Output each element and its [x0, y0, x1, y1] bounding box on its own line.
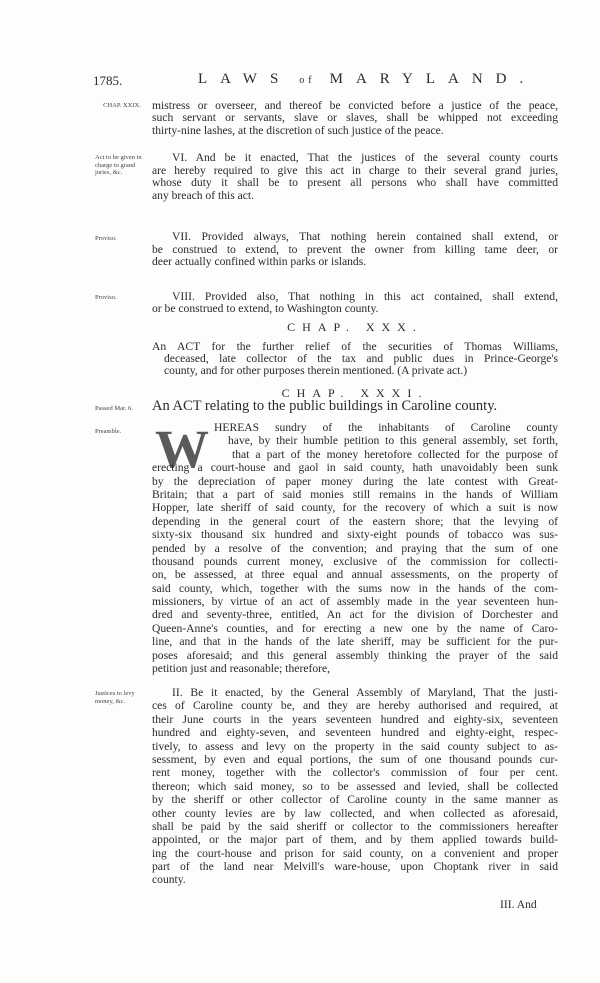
margin-note-proviso: Proviso. — [95, 235, 117, 242]
section-sec-ii — [152, 686, 558, 887]
margin-note-justices: Justices to levy money, &c. — [95, 690, 135, 705]
text-line: hundred and eighty-seven, and seventeen hundred and eighty-eight, respec- — [152, 726, 558, 740]
text-line: depending in the general court of the eastern shore; that the levying of — [152, 514, 558, 528]
section-sec-vi — [152, 152, 558, 202]
drop-cap: W — [155, 419, 209, 479]
section-preamble — [152, 421, 558, 675]
section-xxix-end — [152, 100, 558, 137]
text-line: whose duty it shall be to present all persons who shall have committed — [152, 176, 558, 190]
text-line: such servant or servants, slave or slaves, shall be whipped not exceeding — [152, 111, 558, 125]
chapter-heading: CHAP. XXX. — [287, 320, 423, 334]
text-line: by the depreciation of paper money during the late contest with Great- — [152, 474, 558, 488]
text-line: any breach of this act. — [152, 188, 255, 202]
text-line: Britain; that a part of said monies still remains in the hands of William — [152, 487, 558, 501]
text-line: petition just and reasonable; therefore, — [152, 662, 331, 676]
text-line: sixty-six thousand six hundred and sixty-eight pounds of tobacco was sus- — [152, 528, 558, 542]
text-line: other county levies are by law collected, and when collected as aforesaid, — [152, 806, 558, 820]
chapter-heading: CHAP. XXXI. — [281, 386, 429, 400]
text-line: shall be paid by the said sheriff or collector to the commissioners hereafter — [152, 819, 558, 833]
text-line: on, be assessed, at three equal and annual assessments, on the property of — [152, 568, 558, 582]
title-maryland: MARYLAND. — [329, 71, 537, 87]
text-line: have, by their humble petition to this general assembly, set forth, — [228, 434, 558, 448]
text-line: VII. Provided always, That nothing herein contained shall extend, or — [172, 230, 558, 243]
text-line: VIII. Provided also, That nothing in this act contained, shall extend, — [172, 290, 558, 303]
text-line: county. — [152, 873, 186, 887]
page-year: 1785. — [93, 73, 123, 88]
text-line: thereon; which said money, so to be assessed and levied, shall be collected — [152, 779, 558, 793]
text-line: deer actually confined within parks or islands. — [152, 255, 367, 269]
text-line: sessment, by even and equal portions, the sum of one thousand pounds cur- — [152, 752, 558, 766]
text-line: ing the court-house and prison for said county, on a convenient and proper — [152, 846, 558, 860]
text-line: by the sheriff or other collector of Caroline county in the same manner as — [152, 793, 558, 807]
text-line: are hereby required to give this act in charge to their several grand juries, — [152, 163, 558, 177]
text-line: line, and that in the hands of the late sheriff, may be sufficient for the pur- — [152, 635, 558, 649]
text-line: Hopper, late sheriff of said county, for the recovery of which a suit is now — [152, 501, 558, 515]
section-sec-vii — [152, 231, 558, 269]
text-line: pended by a resolve of the convention; and praying that the sum of one — [152, 541, 558, 555]
text-line: missioners, by virtue of an act of assembly made in the year seventeen hun- — [152, 595, 558, 609]
text-line: ces of Caroline county be, and they are hereby authorised and required, at — [152, 699, 558, 713]
text-line: or be construed to extend, to Washington county. — [152, 302, 379, 316]
title-of: of — [299, 75, 316, 86]
margin-note-chap: CHAP. XXIX. — [103, 102, 141, 109]
text-line: their June courts in the years seventeen hundred and eighty-six, seventeen — [152, 712, 558, 726]
text-line: tively, to assess and levy on the property in the said county subject to as- — [152, 739, 558, 753]
text-line: An ACT relating to the public buildings in Caroline county. — [152, 398, 498, 414]
section-chap-xxx-title — [152, 341, 558, 377]
text-line: II. Be it enacted, by the General Assembly of Maryland, That the justi- — [172, 686, 558, 699]
text-line: HEREAS sundry of the inhabitants of Caroline county — [214, 421, 558, 434]
catchword: III. And — [500, 898, 537, 911]
text-line: mistress or overseer, and thereof be convicted before a justice of the peace, — [152, 99, 558, 112]
running-header — [88, 73, 558, 93]
margin-note-passed: Passed Mar. 6. — [95, 405, 133, 412]
text-line: be construed to extend, to prevent the owner from killing tame deer, or — [152, 242, 558, 256]
text-line: rent money, together with the collector's commission of four per cent. — [152, 766, 558, 780]
text-line: dred and seventy-three, entitled, An act for the division of Dorchester and — [152, 608, 558, 622]
text-line: Queen-Anne's counties, and for erecting a new one by the name of Caro- — [152, 621, 558, 635]
text-line: VI. And be it enacted, That the justices of the several county courts — [172, 151, 558, 164]
text-line: thousand pounds current money, exclusive of the commission for collecti- — [152, 554, 558, 568]
text-line: An ACT for the further relief of the securities of Thomas Williams, — [152, 340, 558, 353]
text-line: deceased, late collector of the tax and public dues in Prince-George's — [164, 352, 558, 365]
text-line: erecting a court-house and gaol in said county, hath unavoidably been sunk — [152, 461, 558, 475]
text-line: said county, which, together with the sums now in the hands of the com- — [152, 581, 558, 595]
margin-note-grand-juries: Act to be given in charge to grand juries, &c. — [95, 154, 142, 176]
text-line: thirty-nine lashes, at the discretion of such justice of the peace. — [152, 123, 444, 137]
margin-note-preamble: Preamble. — [95, 428, 122, 435]
running-title — [198, 71, 536, 88]
text-line: part of the land near Melvill's ware-house, upon Choptank river in said — [152, 860, 558, 874]
title-laws: LAWS — [198, 71, 292, 87]
text-line: county, and for other purposes therein mentioned. (A private act.) — [164, 364, 468, 377]
text-line: appointed, or the major part of them, and by them applied towards build- — [152, 833, 558, 847]
margin-note-proviso: Proviso. — [95, 294, 117, 301]
text-line: that a part of the money heretofore collected for the purpose of — [232, 447, 558, 461]
section-sec-viii — [152, 291, 558, 315]
section-chap-xxxi-title — [152, 399, 558, 413]
text-line: poses aforesaid; and this general assembly thinking the prayer of the said — [152, 648, 558, 662]
